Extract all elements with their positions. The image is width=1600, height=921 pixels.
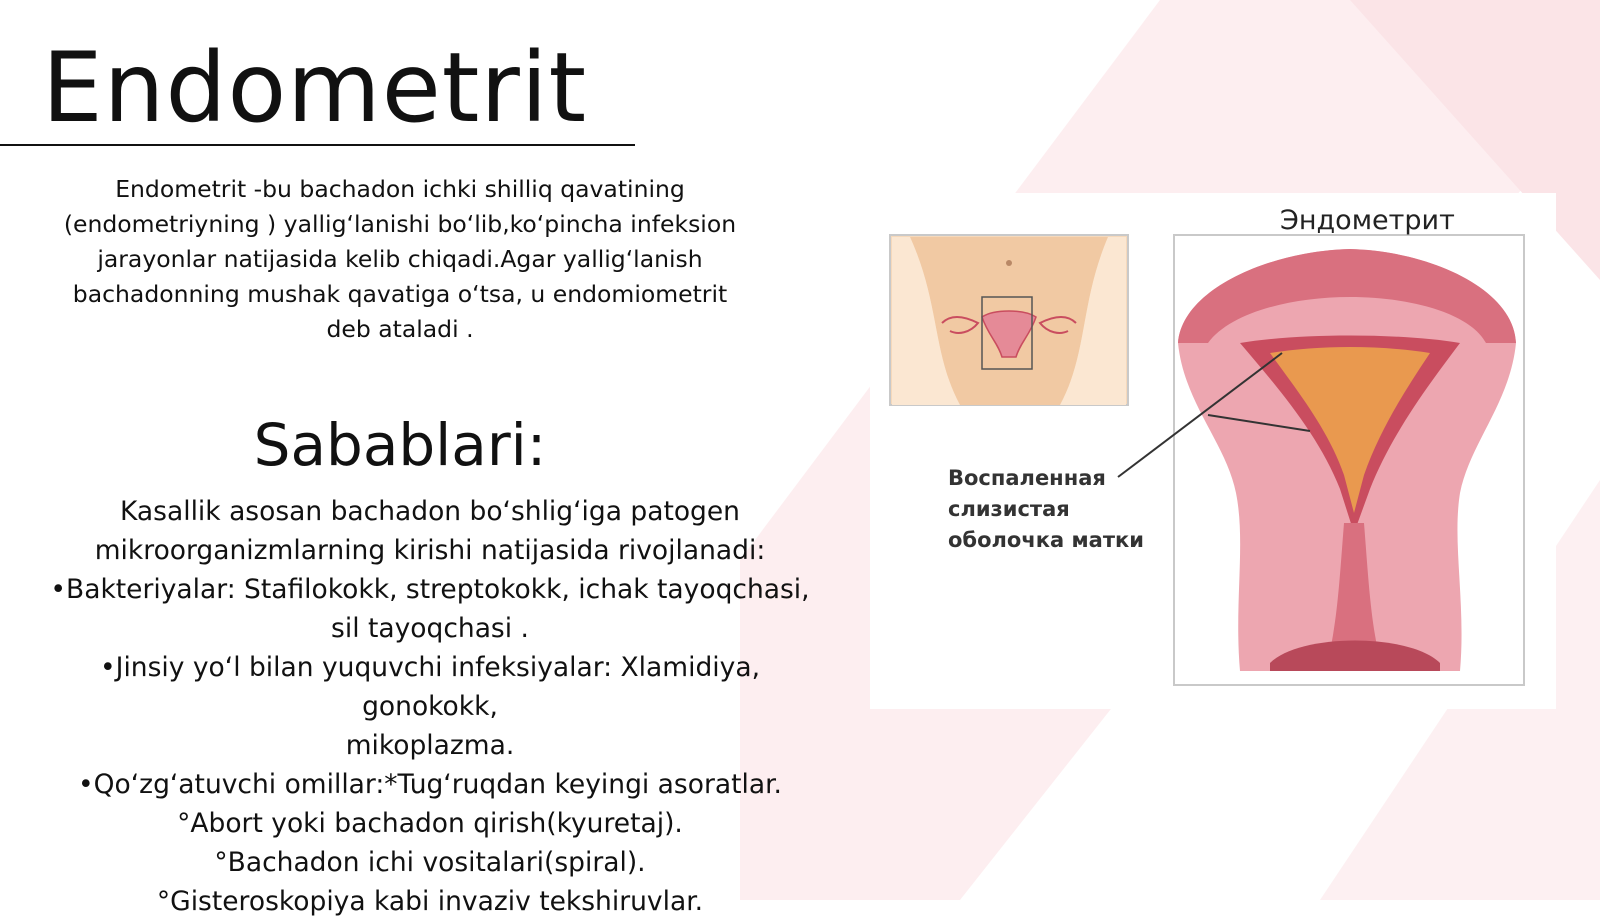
illustration-label (948, 463, 1178, 556)
causes-heading: Sabablari: (253, 411, 547, 479)
navel (1006, 260, 1012, 266)
causes-line: •Jinsiy yo‘l bilan yuquvchi infeksiyalar: Xlamidiya, gonokokk, (100, 652, 760, 722)
causes-line: mikroorganizmlarning kirishi natijasida rivojlanadi: (94, 535, 766, 566)
label-line: Воспаленная (948, 466, 1106, 490)
anatomy-drawing (870, 193, 1556, 709)
slide-title: Endometrit (42, 32, 588, 144)
causes-line: •Bakteriyalar: Stafilokokk, streptokokk, ichak tayoqchasi, (50, 574, 810, 605)
causes-line: °Abort yoki bachadon qirish(kyuretaj). (177, 808, 683, 839)
causes-line: sil tayoqchasi . (331, 613, 529, 644)
label-line: оболочка матки (948, 528, 1144, 552)
causes-list (30, 492, 830, 921)
causes-line: •Qo‘zg‘atuvchi omillar:*Tug‘ruqdan keyingi asoratlar. (78, 769, 782, 800)
intro-paragraph (50, 172, 750, 347)
intro-line: (endometriyning ) yallig‘lanishi bo‘lib,ko‘pincha infeksion (63, 210, 737, 238)
illustration-heading: Эндометрит (1280, 205, 1455, 236)
causes-line: °Bachadon ichi vositalari(spiral). (214, 847, 646, 878)
endometritis-illustration (870, 193, 1556, 709)
intro-line: bachadonning mushak qavatiga o‘tsa, u endomiometrit (72, 280, 728, 308)
causes-line: mikoplazma. (345, 730, 515, 761)
intro-line: deb ataladi . (326, 315, 474, 343)
causes-line: Kasallik asosan bachadon bo‘shlig‘iga patogen (120, 496, 740, 527)
causes-line: °Gisteroskopiya kabi invaziv tekshiruvlar. (156, 886, 704, 917)
title-underline (0, 144, 635, 146)
label-line: слизистая (948, 497, 1070, 521)
intro-line: jarayonlar natijasida kelib chiqadi.Agar yallig‘lanish (97, 245, 703, 273)
intro-line: Endometrit -bu bachadon ichki shilliq qavatining (115, 175, 685, 203)
